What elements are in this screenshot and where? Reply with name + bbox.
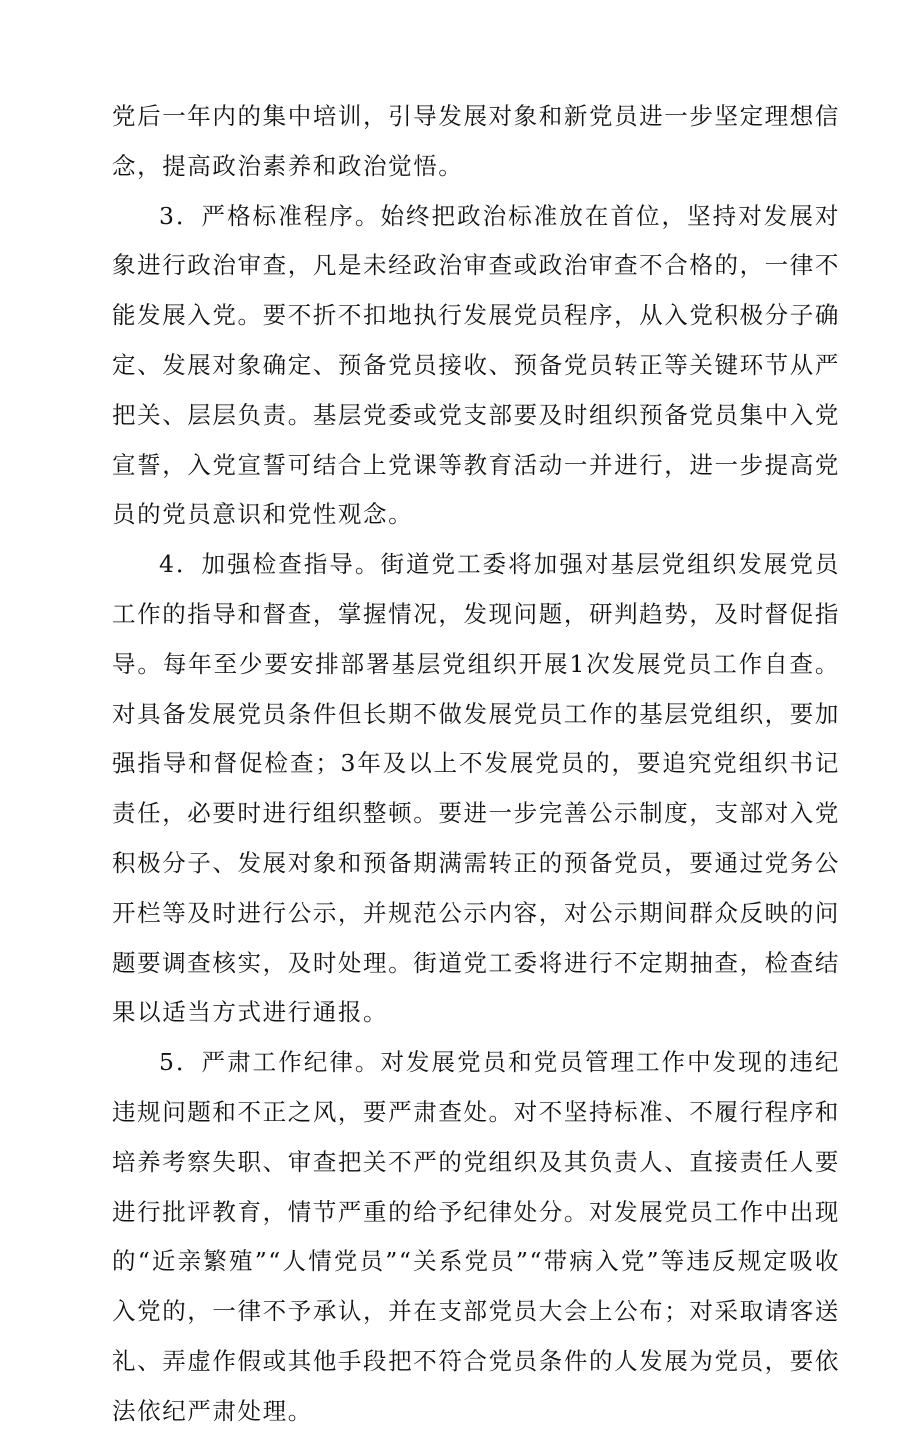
paragraph-item-5: 5．严肃工作纪律。对发展党员和党员管理工作中发现的违纪违规问题和不正之风，要严肃查处。对不坚持标准、不履行程序和培养考察失职、审查把关不严的党组织及其负责人、直接责任人要进行批评教育，情节严重的给予纪律处分。对发展党员工作中出现的“近亲繁殖”“人情党员”“关系党员”“带病入党”等违反规定吸收入党的，一律不予承认，并在支部党员大会上公布；对采取请客送礼、弄虚作假或其他手段把不符合党员条件的人发展为党员，要依法依纪严肃处理。 [112,1048,840,1425]
document-page [112,92,840,1437]
paragraph-continuation: 党后一年内的集中培训，引导发展对象和新党员进一步坚定理想信念，提高政治素养和政治觉悟。 [112,102,840,180]
paragraph-item-3: 3．严格标准程序。始终把政治标准放在首位，坚持对发展对象进行政治审查，凡是未经政治审查或政治审查不合格的，一律不能发展入党。要不折不扣地执行发展党员程序，从入党积极分子确定、发展对象确定、预备党员接收、预备党员转正等关键环节从严把关、层层负责。基层党委或党支部要及时组织预备党员集中入党宣誓，入党宣誓可结合上党课等教育活动一并进行，进一步提高党员的党员意识和党性观念。 [112,201,840,529]
paragraph-item-4: 4．加强检查指导。街道党工委将加强对基层党组织发展党员工作的指导和督查，掌握情况，发现问题，研判趋势，及时督促指导。每年至少要安排部署基层党组织开展1次发展党员工作自查。对具备发展党员条件但长期不做发展党员工作的基层党组织，要加强指导和督促检查；3年及以上不发展党员的，要追究党组织书记责任，必要时进行组织整顿。要进一步完善公示制度，支部对入党积极分子、发展对象和预备期满需转正的预备党员，要通过党务公开栏等及时进行公示，并规范公示内容，对公示期间群众反映的问题要调查核实，及时处理。街道党工委将进行不定期抽查，检查结果以适当方式进行通报。 [112,550,840,1027]
